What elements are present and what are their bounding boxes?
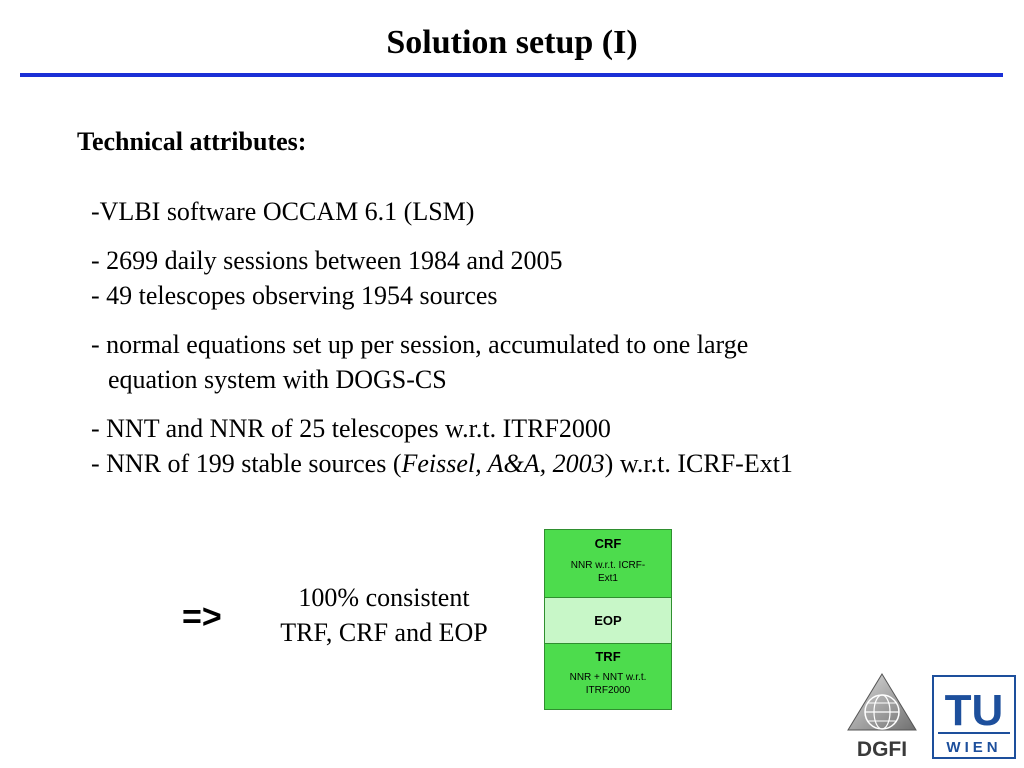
eop-block bbox=[545, 598, 671, 644]
bullet-group-sessions bbox=[91, 243, 991, 313]
bullet-software: -VLBI software OCCAM 6.1 (LSM) bbox=[91, 197, 475, 226]
crf-description-line-1: NNR w.r.t. ICRF- bbox=[570, 560, 646, 571]
bullet-normal-equations-cont: equation system with DOGS-CS bbox=[108, 365, 447, 394]
title-divider bbox=[20, 73, 1003, 77]
conclusion-line-1: 100% consistent bbox=[298, 583, 470, 612]
dgfi-logo-text: DGFI bbox=[856, 738, 908, 760]
crf-block bbox=[545, 530, 671, 598]
tu-wien-logo-icon bbox=[932, 675, 1016, 759]
bullet-nnr-sources-pre: - NNR of 199 stable sources ( bbox=[91, 449, 402, 478]
bullet-nnt-nnr: - NNT and NNR of 25 telescopes w.r.t. ITRF2000 bbox=[91, 414, 611, 443]
crf-description bbox=[545, 559, 671, 585]
dgfi-logo-icon bbox=[846, 672, 918, 760]
trf-description-line-2: ITRF2000 bbox=[585, 685, 631, 696]
bullet-sessions: - 2699 daily sessions between 1984 and 2005 bbox=[91, 246, 563, 275]
wien-logo-text: WIEN bbox=[946, 739, 1002, 756]
conclusion-line-2: TRF, CRF and EOP bbox=[280, 618, 488, 647]
bullet-group-software bbox=[91, 194, 991, 229]
crf-description-line-2: Ext1 bbox=[597, 573, 618, 584]
frame-stack-diagram bbox=[544, 529, 672, 710]
bullet-group-equations bbox=[91, 327, 991, 397]
bullet-nnr-sources-post: ) w.r.t. ICRF-Ext1 bbox=[604, 449, 793, 478]
bullet-normal-equations: - normal equations set up per session, accumulated to one large bbox=[91, 330, 749, 359]
implies-arrow: => bbox=[182, 598, 222, 636]
crf-heading: CRF bbox=[594, 536, 622, 551]
trf-heading: TRF bbox=[595, 649, 621, 664]
section-heading: Technical attributes: bbox=[77, 127, 307, 156]
bullet-group-datum bbox=[91, 411, 991, 481]
eop-heading: EOP bbox=[594, 613, 622, 628]
page-title: Solution setup (I) bbox=[386, 24, 638, 61]
bullet-telescopes: - 49 telescopes observing 1954 sources bbox=[91, 281, 498, 310]
bullet-list bbox=[91, 194, 991, 495]
trf-block bbox=[545, 644, 671, 709]
trf-description bbox=[545, 671, 671, 697]
citation: Feissel, A&A, 2003 bbox=[401, 449, 605, 478]
conclusion-text bbox=[250, 580, 518, 650]
tu-logo-text: TU bbox=[944, 686, 1004, 735]
trf-description-line-1: NNR + NNT w.r.t. bbox=[569, 672, 647, 683]
bullet-nnr-sources bbox=[91, 446, 991, 481]
